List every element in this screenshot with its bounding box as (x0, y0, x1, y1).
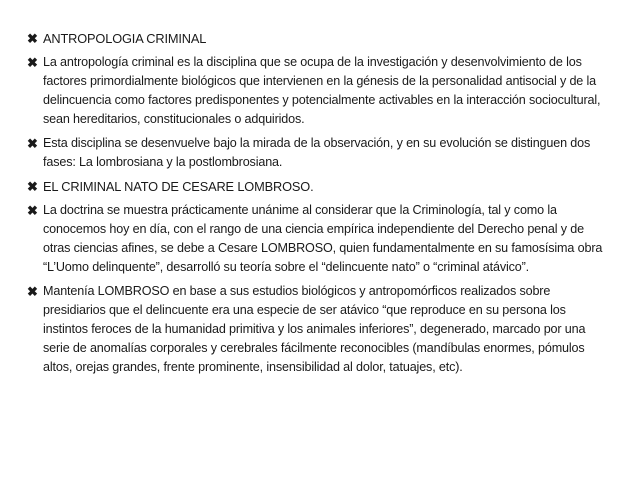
bullet-text: ANTROPOLOGIA CRIMINAL (43, 31, 207, 46)
x-bullet-icon: ✖ (27, 203, 38, 218)
bullet-item-doctrine (27, 201, 610, 277)
bullet-item-atavism (27, 282, 610, 377)
bullet-text: Esta disciplina se desenvuelve bajo la mirada de la observación, y en su evolución se distinguen dos fases: La lombrosiana y la postlombrosiana. (43, 136, 591, 169)
x-bullet-icon: ✖ (27, 284, 38, 299)
bullet-text: La doctrina se muestra prácticamente unánime al considerar que la Criminología, tal y como la conocemos hoy en día, con el rango de una ciencia empírica independiente del Derecho penal y de otras ciencias afines, se debe a Cesare LOMBROSO, quien fundamentalmente en su famosísima obra “L’Uomo delinquente”, desarrolló su teoría sobre el “delincuente nato” o “criminal atávico”. (43, 203, 603, 274)
bullet-text: La antropología criminal es la disciplina que se ocupa de la investigación y desenvolvimiento de los factores primordialmente biológicos que intervienen en la génesis de la personalidad antisocial y de la delincuencia como factores predisponentes y potencialmente activables en la interacción sociocultural, sean hereditarios, constitucionales o adquiridos. (43, 55, 601, 126)
x-bullet-icon: ✖ (27, 31, 38, 46)
bullet-item-heading-lombroso (27, 177, 610, 196)
bullet-text: EL CRIMINAL NATO DE CESARE LOMBROSO. (43, 179, 314, 194)
bullet-item-phases (27, 134, 610, 172)
x-bullet-icon: ✖ (27, 136, 38, 151)
bullet-list (27, 29, 610, 377)
bullet-text: Mantenía LOMBROSO en base a sus estudios biológicos y antropomórficos realizados sobre presidiarios que el delincuente era una especie de ser atávico “que reproduce en su persona los instintos feroces de la humanidad primitiva y los animales inferiores”, degenerado, marcado por una serie de anomalías corporales y cerebrales fácilmente reconocibles (mandíbulas enormes, pómulos altos, orejas grandes, frente prominente, insensibilidad al dolor, tatuajes, etc). (43, 284, 586, 374)
bullet-item-definition (27, 53, 610, 129)
bullet-item-heading-antropologia (27, 29, 610, 48)
x-bullet-icon: ✖ (27, 55, 38, 70)
x-bullet-icon: ✖ (27, 179, 38, 194)
